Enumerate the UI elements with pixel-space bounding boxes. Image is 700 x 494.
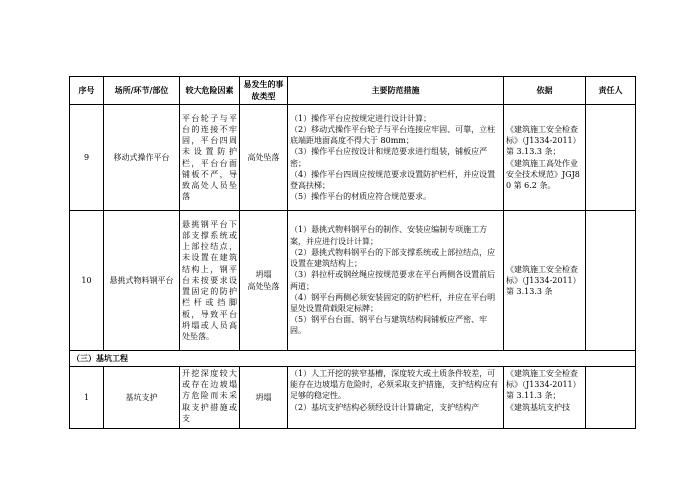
row-location: 移动式操作平台 bbox=[104, 105, 180, 211]
row-basis: 《建筑施工安全检查标》（J1334-2011）第 3.13.3 条； 《建筑施工高处作业安全技术规范》JGJ80 第 6.2 条。 bbox=[504, 105, 586, 211]
row-responsible bbox=[586, 367, 636, 429]
row-responsible bbox=[586, 211, 636, 351]
section-row bbox=[70, 351, 636, 367]
header-no: 序号 bbox=[70, 77, 104, 105]
row-no: 10 bbox=[70, 211, 104, 351]
section-title: （三）基坑工程 bbox=[70, 351, 636, 367]
row-hazard: 平台轮子与平台的连接不牢固，平台四周未设置防护栏，平台台面铺板不严，导致高处人员坠落 bbox=[180, 105, 240, 211]
header-responsible: 责任人 bbox=[586, 77, 636, 105]
table-row bbox=[70, 211, 636, 351]
hazard-table bbox=[69, 76, 636, 429]
row-location: 悬挑式物料钢平台 bbox=[104, 211, 180, 351]
row-responsible bbox=[586, 105, 636, 211]
row-accident-type: 坍塌 bbox=[240, 367, 288, 429]
header-hazard: 较大危险因素 bbox=[180, 77, 240, 105]
row-accident-type: 坍塌 高处坠落 bbox=[240, 211, 288, 351]
row-location: 基坑支护 bbox=[104, 367, 180, 429]
row-no: 1 bbox=[70, 367, 104, 429]
header-basis: 依据 bbox=[504, 77, 586, 105]
header-measures: 主要防范措施 bbox=[288, 77, 504, 105]
row-measures: （1）悬挑式物料钢平台的制作、安装应编制专项施工方案，并应进行设计计算； （2）悬挑式物料钢平台的下部支撑系统或上部拉结点，应设置在建筑结构上； （3）斜拉杆或钢丝绳应按规范要求在平台两侧各设置前后两道； （4）钢平台两侧必须安装固定的防护栏杆，并应在平台明显处设置荷载限定标牌； （5）钢平台台面、钢平台与建筑结构间铺板应严密、牢固。 bbox=[288, 211, 504, 351]
row-hazard: 悬挑钢平台下部支撑系统或上部拉结点，未设置在建筑结构上，钢平台未按要求设置固定的防护栏杆或挡脚板，导致平台坍塌或人员高处坠落。 bbox=[180, 211, 240, 351]
table-header-row bbox=[70, 77, 636, 105]
table-row bbox=[70, 367, 636, 429]
row-basis: 《建筑施工安全检查标》（J1334-2011）第 3.11.3 条； 《建筑基坑支护技 bbox=[504, 367, 586, 429]
row-no: 9 bbox=[70, 105, 104, 211]
row-measures: （1）操作平台应按规定进行设计计算； （2）移动式操作平台轮子与平台连接应牢固、可靠，立柱底端距地面高度不得大于 80mm； （3）操作平台应按设计和规范要求进行组装，铺板应严密； （4）操作平台四周应按规范要求设置防护栏杆，并应设置登高扶梯； （5）操作平台的材质应符合规范要求。 bbox=[288, 105, 504, 211]
table-row bbox=[70, 105, 636, 211]
header-accident-type: 易发生的事故类型 bbox=[240, 77, 288, 105]
row-measures: （1）人工开挖的狭窄基槽，深度较大或土质条件较差，可能存在边坡塌方危险时，必须采取支护措施，支护结构应有足够的稳定性。 （2）基坑支护结构必须经设计计算确定，支护结构产 bbox=[288, 367, 504, 429]
row-basis: 《建筑施工安全检查标》（J1334-2011）第 3.13.3 条 bbox=[504, 211, 586, 351]
row-hazard: 开挖深度较大或存在边坡塌方危险而未采取支护措施或支 bbox=[180, 367, 240, 429]
row-accident-type: 高处坠落 bbox=[240, 105, 288, 211]
header-location: 场所/环节/部位 bbox=[104, 77, 180, 105]
